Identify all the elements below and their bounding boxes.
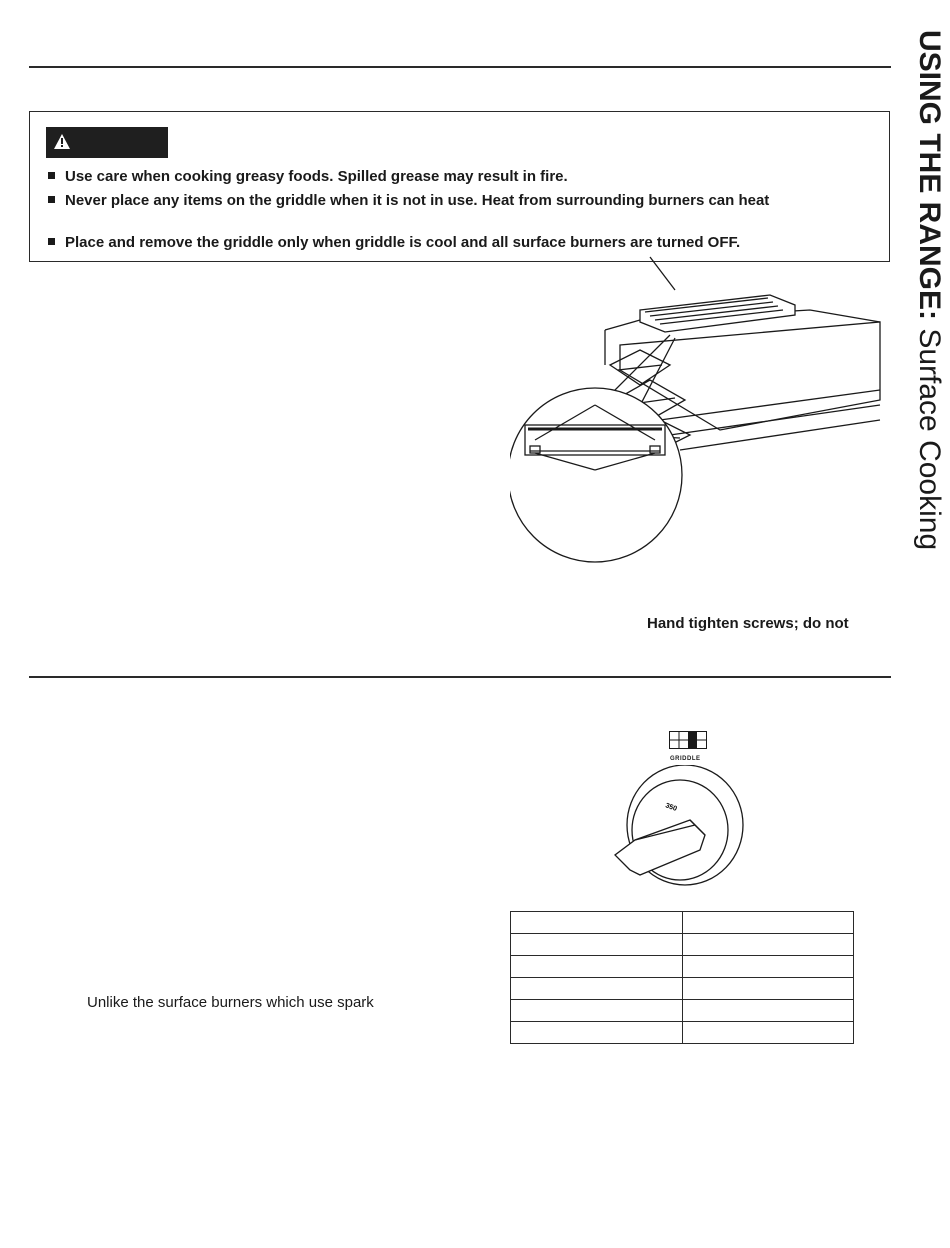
table-cell <box>682 978 854 1000</box>
bullet-square-icon <box>48 196 55 203</box>
body-paragraph: Unlike the surface burners which use spark <box>87 994 374 1011</box>
side-title-light: Surface Cooking <box>913 320 946 551</box>
table-cell <box>511 934 683 956</box>
table-cell <box>511 1000 683 1022</box>
griddle-symbol-icon <box>669 731 709 751</box>
griddle-installation-illustration <box>510 250 910 580</box>
table-cell <box>682 912 854 934</box>
griddle-knob-illustration <box>610 765 750 890</box>
bullet-square-icon <box>48 238 55 245</box>
table-cell <box>511 956 683 978</box>
table-cell <box>511 912 683 934</box>
warning-box <box>29 111 890 262</box>
table-cell <box>682 934 854 956</box>
warning-item: Use care when cooking greasy foods. Spilled grease may result in fire. <box>48 168 568 186</box>
warning-badge <box>46 127 168 158</box>
side-title-bold: USING THE RANGE: <box>913 30 946 321</box>
table-cell <box>682 1022 854 1044</box>
side-section-title <box>913 30 945 550</box>
knob-dial-value: 350 <box>664 802 678 813</box>
table-row <box>511 1000 854 1022</box>
table-cell <box>511 978 683 1000</box>
top-rule <box>29 66 891 68</box>
table-row <box>511 956 854 978</box>
table-row <box>511 912 854 934</box>
warning-triangle-icon <box>54 134 70 149</box>
table-row <box>511 978 854 1000</box>
table-row <box>511 934 854 956</box>
griddle-symbol-label: GRIDDLE <box>670 756 701 762</box>
warning-item: Never place any items on the griddle when it is not in use. Heat from surrounding burners can heat <box>48 192 769 210</box>
table-cell <box>682 956 854 978</box>
warning-item: Place and remove the griddle only when griddle is cool and all surface burners are turned OFF. <box>48 234 740 252</box>
table-row <box>511 1022 854 1044</box>
table-cell <box>682 1000 854 1022</box>
table-cell <box>511 1022 683 1044</box>
section-rule <box>29 676 891 678</box>
griddle-install-caption: Hand tighten screws; do not <box>647 615 849 632</box>
bullet-square-icon <box>48 172 55 179</box>
temperature-table <box>510 911 854 1044</box>
